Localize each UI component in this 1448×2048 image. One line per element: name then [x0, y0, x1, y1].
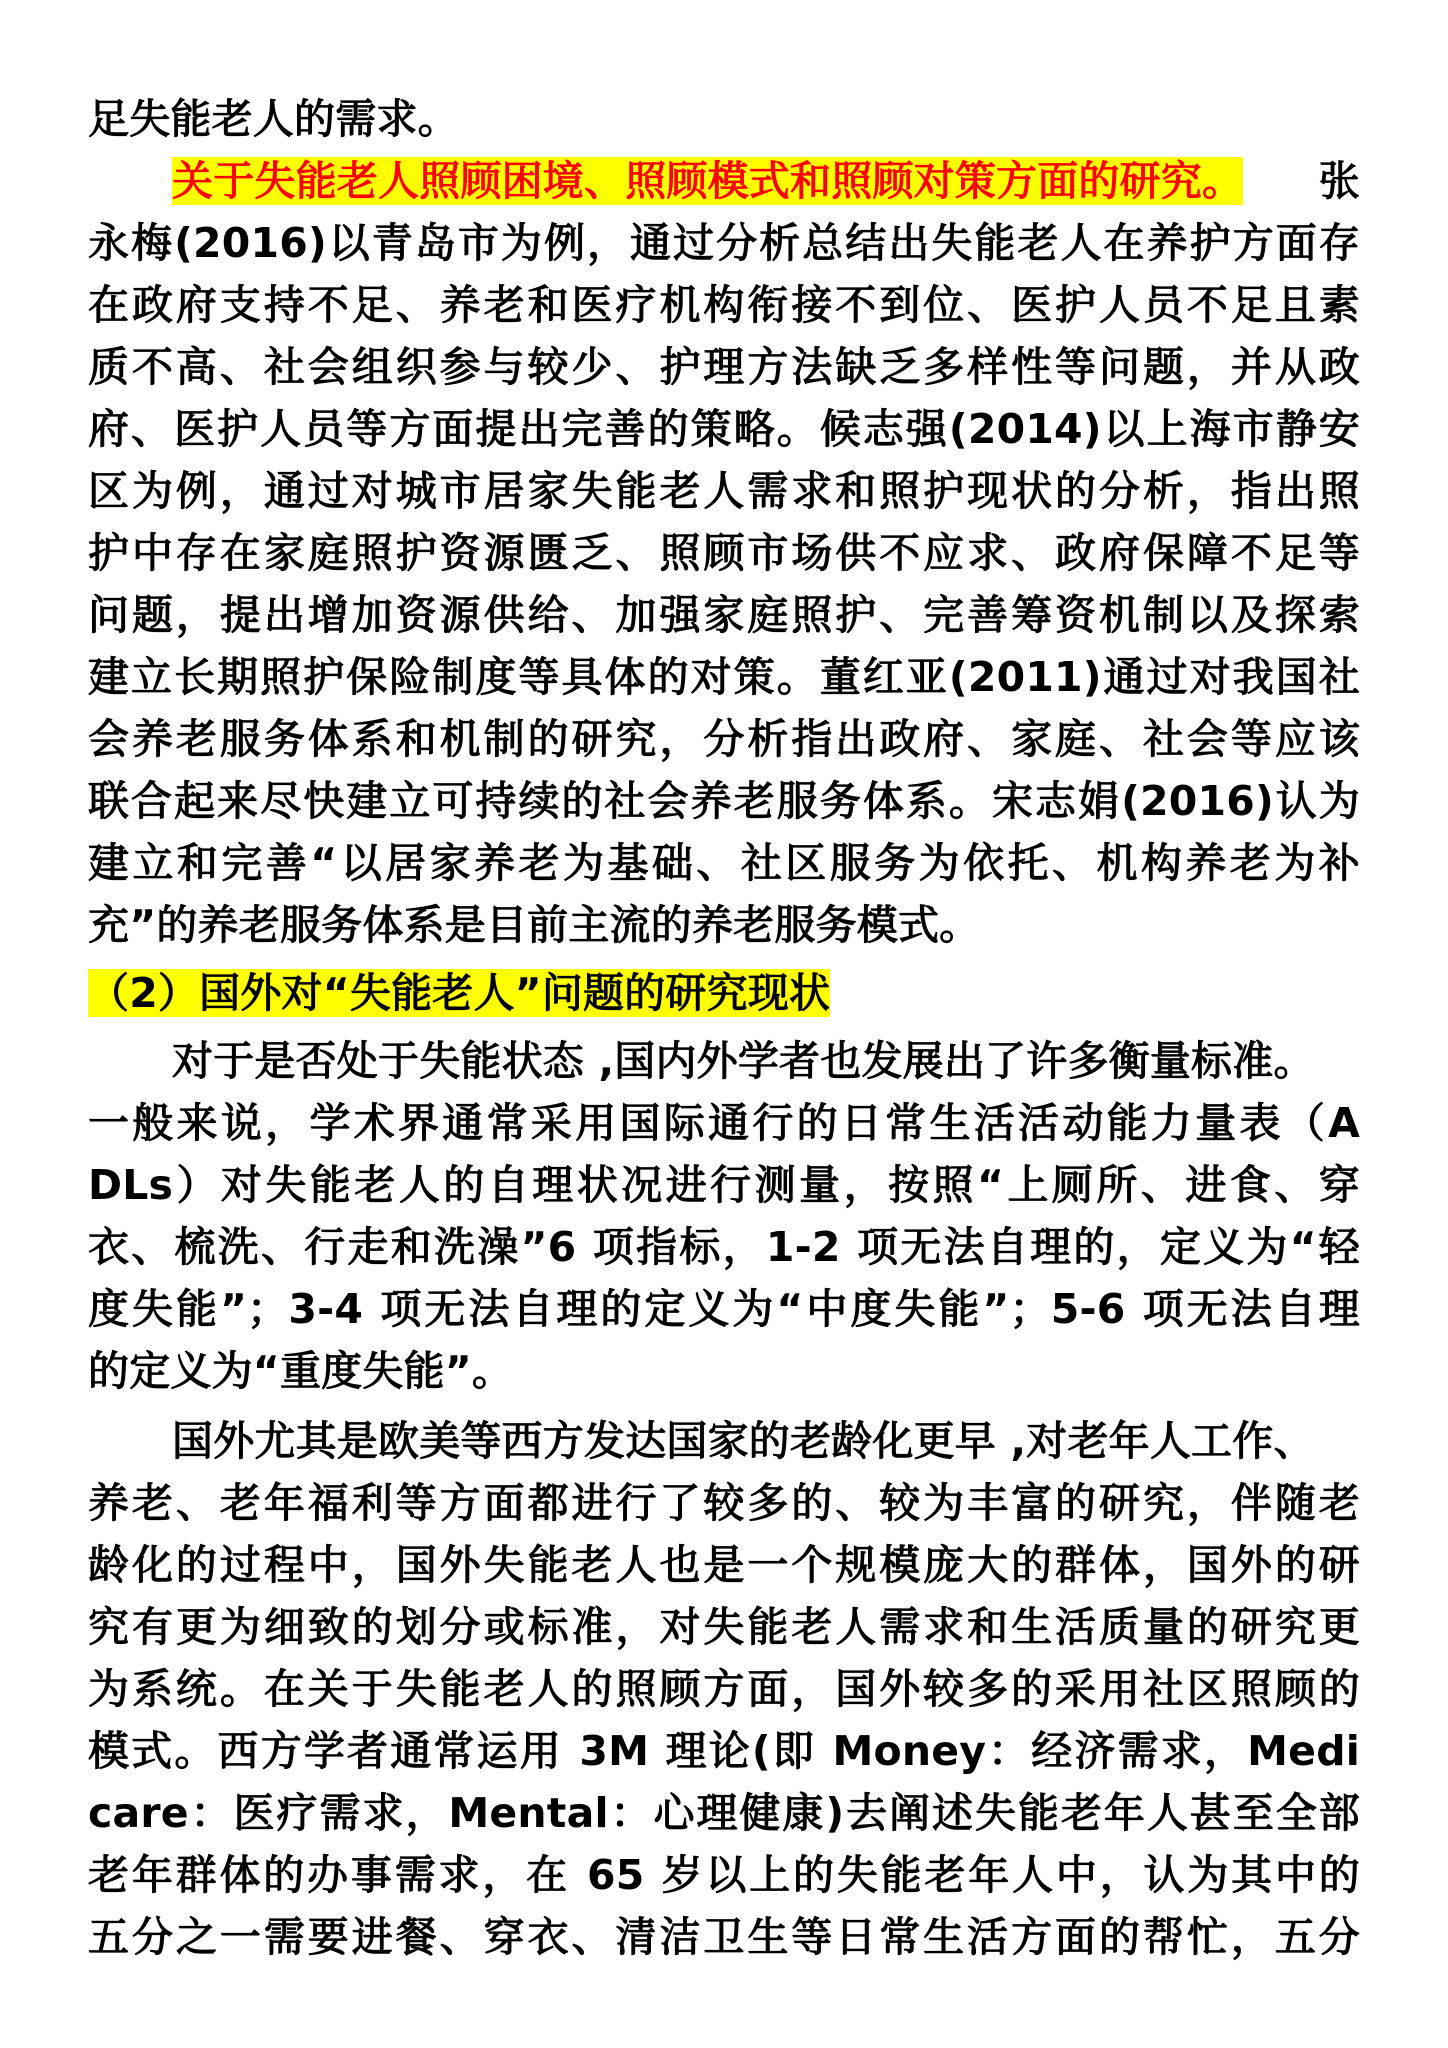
text-line: 一般来说，学术界通常采用国际通行的日常生活活动能力量表（A — [88, 1099, 1360, 1147]
text-line: 永梅(2016)以青岛市为例，通过分析总结出失能老人在养护方面存 — [88, 219, 1360, 267]
text-line: 府、医护人员等方面提出完善的策略。候志强(2014)以上海市静安 — [88, 405, 1360, 453]
text-line: 联合起来尽快建立可持续的社会养老服务体系。宋志娟(2016)认为 — [88, 777, 1360, 825]
text-line: 龄化的过程中，国外失能老人也是一个规模庞大的群体，国外的研 — [88, 1541, 1360, 1589]
paragraph-first-line — [88, 150, 1360, 212]
highlighted-topic-sentence: 关于失能老人照顾困境、照顾模式和照顾对策方面的研究。 — [172, 157, 1244, 205]
text-line: 五分之一需要进餐、穿衣、清洁卫生等日常生活方面的帮忙，五分 — [88, 1913, 1360, 1961]
text-line: 会养老服务体系和机制的研究，分析指出政府、家庭、社会等应该 — [88, 715, 1360, 763]
text-line: 养老、老年福利等方面都进行了较多的、较为丰富的研究，伴随老 — [88, 1479, 1360, 1527]
text-line: 国外尤其是欧美等西方发达国家的老龄化更早 ,对老年人工作、 — [172, 1417, 1315, 1465]
text-line: 老年群体的办事需求，在 65 岁以上的失能老年人中，认为其中的 — [88, 1851, 1360, 1899]
text-line: 问题，提出增加资源供给、加强家庭照护、完善筹资机制以及探索 — [88, 591, 1360, 639]
text-line: 在政府支持不足、养老和医疗机构衔接不到位、医护人员不足且素 — [88, 281, 1360, 329]
text-line: 衣、梳洗、行走和洗澡”6 项指标，1-2 项无法自理的，定义为“轻 — [88, 1223, 1360, 1271]
section-heading-text: （2）国外对“失能老人”问题的研究现状 — [88, 969, 831, 1017]
text-line: 对于是否处于失能状态 ,国内外学者也发展出了许多衡量标准。 — [172, 1037, 1315, 1085]
text-line: 足失能老人的需求。 — [88, 95, 459, 143]
text-line: 护中存在家庭照护资源匮乏、照顾市场供不应求、政府保障不足等 — [88, 529, 1360, 577]
text-line: 建立长期照护保险制度等具体的对策。董红亚(2011)通过对我国社 — [88, 653, 1360, 701]
text-line: 区为例，通过对城市居家失能老人需求和照护现状的分析，指出照 — [88, 467, 1360, 515]
text-line: care：医疗需求，Mental：心理健康)去阐述失能老年人甚至全部 — [88, 1789, 1360, 1837]
text-line: 充”的养老服务体系是目前主流的养老服务模式。 — [88, 901, 981, 949]
text-line: 究有更为细致的划分或标准，对失能老人需求和生活质量的研究更 — [88, 1603, 1360, 1651]
text-fragment: 张 — [1318, 157, 1360, 205]
text-line: 的定义为“重度失能”。 — [88, 1347, 514, 1395]
text-line: 建立和完善“以居家养老为基础、社区服务为依托、机构养老为补 — [88, 839, 1360, 887]
text-line: 度失能”；3-4 项无法自理的定义为“中度失能”；5-6 项无法自理 — [88, 1285, 1360, 1333]
text-line: 模式。西方学者通常运用 3M 理论(即 Money：经济需求，Medi — [88, 1727, 1360, 1775]
text-line: DLs）对失能老人的自理状况进行测量，按照“上厕所、进食、穿 — [88, 1161, 1360, 1209]
text-line: 质不高、社会组织参与较少、护理方法缺乏多样性等问题，并从政 — [88, 343, 1360, 391]
text-line: 为系统。在关于失能老人的照顾方面，国外较多的采用社区照顾的 — [88, 1665, 1360, 1713]
section-heading — [88, 962, 1360, 1024]
